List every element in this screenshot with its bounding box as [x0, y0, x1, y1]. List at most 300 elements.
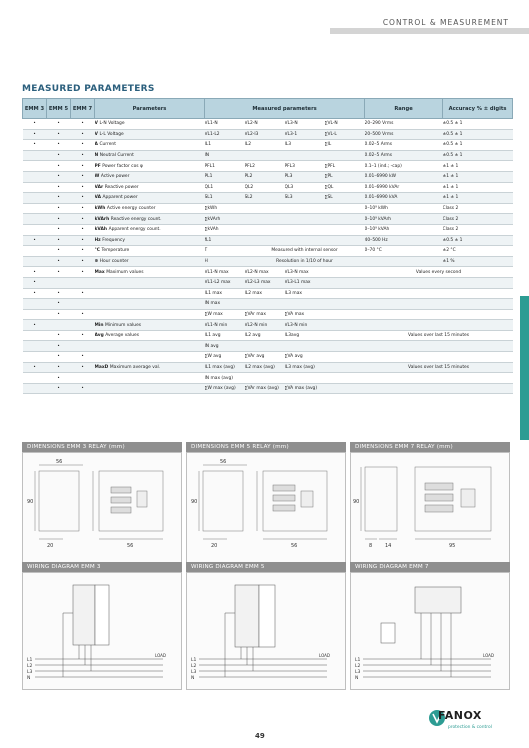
range-note: Values over last 15 minutes — [365, 362, 513, 373]
wiring-diagram-emm5 — [187, 573, 347, 691]
emm7-cell: • — [71, 203, 95, 214]
measured-cell — [325, 203, 365, 214]
emm3-cell — [23, 193, 47, 204]
load-label: LOAD — [483, 653, 494, 658]
measured-cell: ∑VAr max (avg) — [245, 383, 285, 394]
measured-cell: PFL3 — [285, 161, 325, 172]
dim-label: 90 — [191, 499, 198, 505]
measured-cell: SL3 — [285, 193, 325, 204]
table-row — [23, 373, 513, 384]
range-cell: 0–10⁹ kVAh — [365, 224, 443, 235]
parameter-label: Average values — [105, 333, 139, 339]
line-label: N — [355, 676, 359, 681]
measured-cell — [325, 373, 365, 384]
emm3-cell: • — [23, 362, 47, 373]
parameter-cell — [95, 193, 205, 204]
parameter-label: Neutral Current — [99, 153, 134, 159]
parameter-symbol: PF — [94, 163, 103, 169]
emm7-cell: • — [71, 235, 95, 246]
dimension-panel-emm7 — [350, 442, 510, 564]
range-cell — [365, 383, 443, 394]
parameter-label: Reactive energy count. — [110, 216, 162, 222]
range-cell — [365, 373, 443, 384]
measured-cell: VL2-N min — [245, 320, 285, 331]
measured-cell — [245, 150, 285, 161]
emm5-cell: • — [47, 246, 71, 257]
accuracy-cell: Class 2 — [443, 224, 513, 235]
accuracy-cell: ±0.5 ± 1 — [443, 235, 513, 246]
parameter-symbol: kVArh — [94, 216, 111, 222]
col-emm5: EMM 5 — [47, 99, 71, 119]
table-row — [23, 352, 513, 363]
section-title: MEASURED PARAMETERS — [22, 84, 155, 94]
col-accuracy: Accuracy % ± digits — [443, 99, 513, 119]
emm5-cell: • — [47, 341, 71, 352]
accuracy-cell: Class 2 — [443, 203, 513, 214]
dimension-panel-emm5 — [186, 442, 346, 564]
header-rule — [330, 28, 529, 34]
measured-cell: VL3-L1 max — [285, 277, 325, 288]
table-row — [23, 224, 513, 235]
emm3-cell: • — [23, 288, 47, 299]
emm7-cell: • — [71, 193, 95, 204]
parameter-cell — [95, 267, 205, 278]
measured-cell: PL3 — [285, 171, 325, 182]
table-row — [23, 161, 513, 172]
emm7-cell: • — [71, 288, 95, 299]
dim-label: 8 — [369, 543, 373, 549]
range-cell — [365, 256, 443, 267]
measured-parameters-table-wrap — [22, 98, 512, 394]
measured-cell — [285, 214, 325, 225]
emm5-cell: • — [47, 150, 71, 161]
parameter-symbol: W — [94, 174, 101, 180]
measured-cell: ∑kVAh — [205, 224, 245, 235]
parameter-cell — [95, 140, 205, 151]
measured-cell: ∑W avg — [205, 352, 245, 363]
parameter-label: Maximum average val. — [109, 364, 161, 370]
parameter-symbol: Hz — [94, 237, 103, 243]
accuracy-cell — [443, 309, 513, 320]
wiring-drawing — [186, 572, 346, 690]
measured-cell — [325, 224, 365, 235]
wiring-drawing — [22, 572, 182, 690]
line-label: L3 — [27, 670, 33, 675]
col-range: Range — [365, 99, 443, 119]
emm7-cell: • — [71, 161, 95, 172]
measured-cell: VL2-L3 max — [245, 277, 285, 288]
accuracy-cell: ±1 % — [443, 256, 513, 267]
range-cell — [365, 320, 443, 331]
line-label: L1 — [191, 658, 197, 663]
panel-title: DIMENSIONS EMM 3 RELAY (mm) — [22, 442, 182, 452]
parameter-label: Hour counter — [99, 259, 129, 265]
measured-cell: ∑VA max — [285, 309, 325, 320]
measured-cell: PL1 — [205, 171, 245, 182]
emm3-cell — [23, 224, 47, 235]
measured-cell: VL3-N — [285, 119, 325, 130]
emm5-cell: • — [47, 373, 71, 384]
parameter-cell — [95, 256, 205, 267]
range-cell — [365, 352, 443, 363]
table-row — [23, 203, 513, 214]
table-row — [23, 193, 513, 204]
measured-cell: QL3 — [285, 182, 325, 193]
measured-cell: ∑kVArh — [205, 214, 245, 225]
accuracy-cell: Class 2 — [443, 214, 513, 225]
parameter-label: Minimum values — [105, 322, 142, 328]
emm7-cell: • — [71, 362, 95, 373]
measured-note: Resolution in 1/10 of hour — [245, 256, 365, 267]
dimension-drawing-emm7 — [351, 453, 511, 565]
parameter-symbol: V — [94, 121, 100, 127]
emm5-cell: • — [47, 161, 71, 172]
emm7-cell: • — [71, 383, 95, 394]
emm5-cell: • — [47, 267, 71, 278]
measured-cell: VL3-N max — [285, 267, 325, 278]
line-label: L2 — [27, 664, 33, 669]
emm3-cell: • — [23, 277, 47, 288]
measured-cell: ∑W max — [205, 309, 245, 320]
range-cell: 0.01–6990 kVAr — [365, 182, 443, 193]
accuracy-cell — [443, 341, 513, 352]
emm7-cell — [71, 277, 95, 288]
emm5-cell: • — [47, 193, 71, 204]
dim-label: 56 — [127, 543, 134, 549]
table-row — [23, 341, 513, 352]
parameter-cell — [95, 277, 205, 288]
accuracy-cell — [443, 373, 513, 384]
emm5-cell: • — [47, 224, 71, 235]
measured-cell: ∑VA max (avg) — [285, 383, 325, 394]
parameter-cell — [95, 320, 205, 331]
accuracy-cell — [443, 352, 513, 363]
measured-cell — [325, 214, 365, 225]
measured-cell: IL3 — [285, 140, 325, 151]
range-cell — [365, 341, 443, 352]
range-cell: 0.01–6990 kVA — [365, 193, 443, 204]
measured-cell — [325, 150, 365, 161]
emm3-cell: • — [23, 129, 47, 140]
range-cell: 0.1–1 (ind.; -cap) — [365, 161, 443, 172]
table-row — [23, 214, 513, 225]
dimension-drawing-emm5 — [187, 453, 347, 565]
dim-label: 20 — [211, 543, 218, 549]
measured-cell: IN max (avg) — [205, 373, 245, 384]
wiring-diagram-emm3 — [23, 573, 183, 691]
table-row — [23, 119, 513, 130]
measured-cell: ∑kWh — [205, 203, 245, 214]
dim-label: 95 — [449, 543, 456, 549]
line-label: L1 — [355, 658, 361, 663]
measured-cell: IL2 — [245, 140, 285, 151]
table-row — [23, 320, 513, 331]
measured-cell: T — [205, 246, 245, 257]
measured-cell — [285, 341, 325, 352]
range-cell — [365, 299, 443, 310]
accuracy-cell — [443, 277, 513, 288]
accuracy-cell: ±0.5 ± 1 — [443, 150, 513, 161]
parameter-symbol: °C — [94, 248, 102, 254]
emm7-cell: • — [71, 330, 95, 341]
dimension-drawing — [350, 452, 510, 564]
accuracy-cell — [443, 288, 513, 299]
measured-cell — [285, 150, 325, 161]
emm7-cell: • — [71, 150, 95, 161]
range-cell: 20–290 Vrms — [365, 119, 443, 130]
measured-cell — [325, 235, 365, 246]
table-row — [23, 299, 513, 310]
emm5-cell: • — [47, 182, 71, 193]
parameter-label: Apparent energy count. — [108, 227, 161, 233]
emm7-cell: • — [71, 256, 95, 267]
parameter-symbol: Avg — [94, 333, 106, 339]
emm5-cell: • — [47, 352, 71, 363]
emm5-cell: • — [47, 330, 71, 341]
measured-cell: VL2-N — [245, 119, 285, 130]
emm3-cell — [23, 256, 47, 267]
emm3-cell — [23, 150, 47, 161]
brand-tagline: protection & control — [448, 725, 492, 730]
range-note: Values over last 15 minutes — [365, 330, 513, 341]
emm3-cell — [23, 299, 47, 310]
measured-cell — [245, 299, 285, 310]
parameter-symbol: Max — [94, 269, 107, 275]
range-cell: 0.02–5 Arms — [365, 140, 443, 151]
emm5-cell: • — [47, 235, 71, 246]
table-row — [23, 171, 513, 182]
emm3-cell — [23, 373, 47, 384]
measured-cell: IL3avg — [285, 330, 325, 341]
emm7-cell: • — [71, 119, 95, 130]
measured-cell — [285, 299, 325, 310]
range-cell — [365, 309, 443, 320]
emm3-cell: • — [23, 267, 47, 278]
parameter-symbol: N — [94, 153, 100, 159]
measured-cell: SL1 — [205, 193, 245, 204]
measured-cell: ∑VL-L — [325, 129, 365, 140]
parameter-cell — [95, 341, 205, 352]
measured-cell — [325, 320, 365, 331]
emm3-cell: • — [23, 140, 47, 151]
measured-cell — [245, 203, 285, 214]
panel-title: WIRING DIAGRAM EMM 5 — [186, 562, 346, 572]
measured-cell — [325, 362, 365, 373]
table-row — [23, 383, 513, 394]
emm5-cell: • — [47, 140, 71, 151]
table-row — [23, 309, 513, 320]
parameter-label: L-L Voltage — [99, 131, 124, 137]
emm5-cell: • — [47, 309, 71, 320]
dimension-drawing — [186, 452, 346, 564]
wiring-diagram-emm7 — [351, 573, 511, 691]
measured-cell: fL1 — [205, 235, 245, 246]
measured-cell: PL2 — [245, 171, 285, 182]
parameter-label: Temperature — [101, 248, 130, 254]
emm3-cell: • — [23, 119, 47, 130]
parameter-symbol: kVAh — [94, 227, 109, 233]
parameter-cell — [95, 224, 205, 235]
measured-cell — [285, 235, 325, 246]
emm5-cell: • — [47, 203, 71, 214]
measured-cell: VL1-L2 max — [205, 277, 245, 288]
measured-cell: IN — [205, 150, 245, 161]
line-label: N — [27, 676, 31, 681]
measured-cell — [285, 203, 325, 214]
wiring-panel-emm3 — [22, 562, 182, 690]
emm7-cell — [71, 373, 95, 384]
table-row — [23, 150, 513, 161]
measured-cell: ∑PL — [325, 171, 365, 182]
accuracy-cell: ±0.5 ± 1 — [443, 129, 513, 140]
emm5-cell: • — [47, 171, 71, 182]
parameter-cell — [95, 171, 205, 182]
emm5-cell: • — [47, 299, 71, 310]
parameter-cell — [95, 330, 205, 341]
emm5-cell: • — [47, 383, 71, 394]
range-cell — [365, 288, 443, 299]
emm5-cell: • — [47, 119, 71, 130]
measured-cell — [325, 288, 365, 299]
measured-note: Measured with internal sensor — [245, 246, 365, 257]
accuracy-cell — [443, 299, 513, 310]
measured-cell — [325, 330, 365, 341]
emm3-cell: • — [23, 320, 47, 331]
col-measured: Measured parameters — [205, 99, 365, 119]
header-title: CONTROL & MEASUREMENT — [382, 18, 509, 27]
parameter-cell — [95, 246, 205, 257]
emm7-cell — [71, 320, 95, 331]
measured-cell: IL2 max (avg) — [245, 362, 285, 373]
parameter-label: Active energy counter — [106, 206, 156, 212]
line-label: L1 — [27, 658, 33, 663]
table-row — [23, 267, 513, 278]
emm7-cell — [71, 341, 95, 352]
emm7-cell: • — [71, 182, 95, 193]
measured-cell — [325, 299, 365, 310]
parameter-label: Maximum values — [106, 269, 144, 275]
parameter-label: Frequency — [102, 237, 125, 243]
accuracy-cell: ±1 ± 1 — [443, 193, 513, 204]
emm7-cell — [71, 299, 95, 310]
table-row — [23, 140, 513, 151]
page-number: 49 — [255, 732, 265, 740]
emm5-cell — [47, 320, 71, 331]
range-cell — [365, 277, 443, 288]
parameter-cell — [95, 299, 205, 310]
emm7-cell: • — [71, 140, 95, 151]
measured-cell: VL1-L2 — [205, 129, 245, 140]
emm3-cell — [23, 214, 47, 225]
panel-title: WIRING DIAGRAM EMM 7 — [350, 562, 510, 572]
range-cell: 0–70 °C — [365, 246, 443, 257]
emm3-cell — [23, 352, 47, 363]
emm3-cell — [23, 330, 47, 341]
dim-label: 56 — [56, 459, 63, 465]
emm5-cell: • — [47, 129, 71, 140]
accuracy-cell — [443, 320, 513, 331]
measured-cell: VL2-l3 — [245, 129, 285, 140]
measured-cell: IL3 max (avg) — [285, 362, 325, 373]
measured-cell — [325, 309, 365, 320]
range-cell: 20–500 Vrms — [365, 129, 443, 140]
measured-cell: ∑QL — [325, 182, 365, 193]
dim-label: 90 — [353, 499, 360, 505]
parameter-cell — [95, 203, 205, 214]
parameter-symbol: MaxD — [94, 364, 110, 370]
emm3-cell — [23, 341, 47, 352]
emm5-cell: • — [47, 288, 71, 299]
measured-cell: IN max — [205, 299, 245, 310]
measured-cell: ∑VL-N — [325, 119, 365, 130]
measured-cell: IL2 max — [245, 288, 285, 299]
parameter-cell — [95, 182, 205, 193]
dimension-drawing-emm3 — [23, 453, 183, 565]
dim-label: 56 — [291, 543, 298, 549]
parameter-symbol: kWh — [94, 206, 107, 212]
table-row — [23, 235, 513, 246]
accuracy-cell: ±2 °C — [443, 246, 513, 257]
load-label: LOAD — [155, 653, 166, 658]
parameter-cell — [95, 161, 205, 172]
parameter-label: Reactive power — [104, 184, 139, 190]
panel-title: DIMENSIONS EMM 5 RELAY (mm) — [186, 442, 346, 452]
dimension-drawing — [22, 452, 182, 564]
measured-cell — [245, 214, 285, 225]
measured-cell: VL1-N min — [205, 320, 245, 331]
accuracy-cell: ±1 ± 1 — [443, 171, 513, 182]
col-parameters: Parameters — [95, 99, 205, 119]
emm7-cell: • — [71, 129, 95, 140]
measured-cell — [325, 383, 365, 394]
parameter-cell — [95, 150, 205, 161]
line-label: N — [191, 676, 195, 681]
range-cell: 0–10⁹ kWh — [365, 203, 443, 214]
measured-cell: QL1 — [205, 182, 245, 193]
measured-cell: IL2 avg — [245, 330, 285, 341]
measured-cell: VL1-N max — [205, 267, 245, 278]
parameter-cell — [95, 362, 205, 373]
measured-cell — [285, 224, 325, 235]
parameter-cell — [95, 235, 205, 246]
measured-cell: ∑VA avg — [285, 352, 325, 363]
parameter-cell — [95, 129, 205, 140]
parameter-label: Apparent power — [102, 195, 138, 201]
table-header-row — [23, 99, 513, 119]
parameter-cell — [95, 119, 205, 130]
accuracy-cell: ±0.5 ± 1 — [443, 140, 513, 151]
parameter-symbol: VA — [94, 195, 103, 201]
line-label: L3 — [355, 670, 361, 675]
measured-cell: ∑PFL — [325, 161, 365, 172]
emm3-cell — [23, 203, 47, 214]
emm5-cell — [47, 277, 71, 288]
emm3-cell: • — [23, 235, 47, 246]
parameter-symbol: A — [94, 142, 100, 148]
table-row — [23, 129, 513, 140]
accuracy-cell: ±0.5 ± 1 — [443, 119, 513, 130]
accuracy-cell — [443, 383, 513, 394]
emm7-cell: • — [71, 246, 95, 257]
wiring-panel-emm7 — [350, 562, 510, 690]
parameter-symbol: ⊕ — [94, 259, 100, 265]
emm7-cell: • — [71, 352, 95, 363]
measured-cell — [325, 352, 365, 363]
emm3-cell — [23, 182, 47, 193]
panel-title: WIRING DIAGRAM EMM 3 — [22, 562, 182, 572]
parameter-cell — [95, 288, 205, 299]
parameter-cell — [95, 214, 205, 225]
